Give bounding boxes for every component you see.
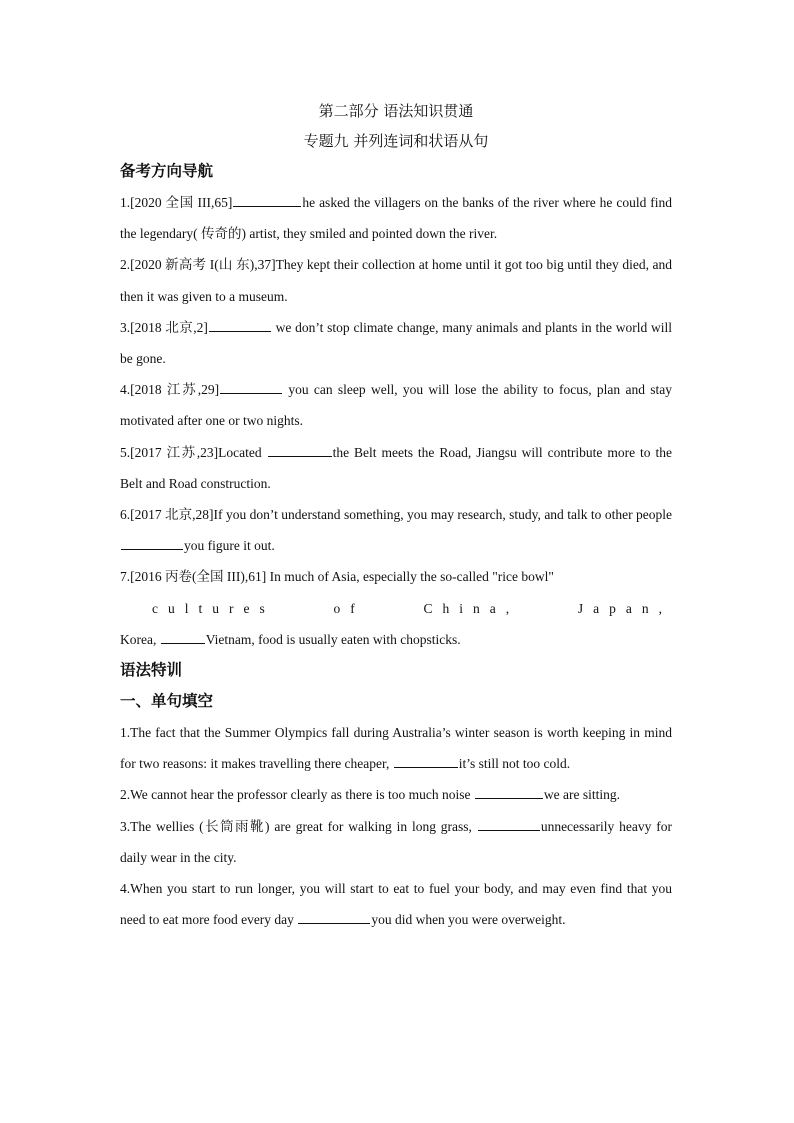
question-5: [120, 437, 672, 499]
exercise-3-tail: unnecessarily heavy for daily wear in the city.: [120, 818, 672, 865]
question-1: [120, 187, 672, 249]
answer-blank[interactable]: [268, 443, 332, 457]
exercise-4-text: 4.When you start to run longer, you will start to eat to fuel your body, and may even find that you need to eat more food every day: [120, 881, 672, 928]
question-5-text: the Belt meets the Road, Jiangsu will contribute more to the Belt and Road construction.: [120, 444, 672, 491]
question-5-source: 5.[2017 江苏,23]Located: [120, 444, 267, 460]
answer-blank[interactable]: [220, 380, 282, 394]
question-4-source: 4.[2018 江苏,29]: [120, 382, 220, 398]
answer-blank[interactable]: [298, 910, 370, 924]
document-page: [120, 96, 672, 935]
question-6-text: you figure it out.: [184, 538, 275, 554]
question-3: [120, 312, 672, 374]
exercise-3-text: 3.The wellies (长筒雨靴) are great for walking in long grass,: [120, 818, 477, 834]
exercise-1-text: 1.The fact that the Summer Olympics fall during Australia’s winter season is worth keeping in mind for two reasons: it makes travelling there cheaper,: [120, 725, 672, 772]
subsection-heading-fill-in: 一、单句填空: [120, 692, 214, 711]
question-1-source: 1.[2020 全国 III,65]: [120, 195, 233, 210]
question-4: [120, 374, 672, 436]
question-3-source: 3.[2018 北京,2]: [120, 319, 208, 335]
question-4-text: you can sleep well, you will lose the ability to focus, plan and stay motivated after one or two nights.: [120, 382, 672, 429]
answer-blank[interactable]: [209, 318, 271, 332]
question-3-text: we don’t stop climate change, many animals and plants in the world will be gone.: [120, 319, 672, 367]
section-heading-training: 语法特训: [120, 661, 183, 680]
part-title: 第二部分 语法知识贯通: [318, 102, 474, 120]
exercise-2-tail: we are sitting.: [543, 787, 621, 803]
question-7: [120, 561, 672, 655]
exercise-4-tail: you did when you were overweight.: [371, 912, 566, 928]
exercise-2: [120, 779, 672, 810]
answer-blank[interactable]: [161, 630, 205, 644]
exercise-1: [120, 717, 672, 779]
question-7-source: 7.[2016 丙卷(全国 III),61] In much of Asia, especially the so-called "rice bowl": [120, 569, 554, 585]
answer-blank[interactable]: [394, 754, 458, 768]
section-heading-guide: 备考方向导航: [120, 162, 214, 180]
question-6: [120, 499, 672, 561]
question-1-text: he asked the villagers on the banks of the river where he could find the legendary( 传奇的) artist, they smiled and pointed down the river.: [120, 195, 672, 242]
question-6-source: 6.[2017 北京,28]If you don’t understand something, you may research, study, and talk to other people: [120, 507, 672, 523]
question-2: [120, 249, 672, 311]
question-2-text: 2.[2020 新高考 I(山 东),37]They kept their collection at home until it got too big until they died, and then it was given to a museum.: [120, 257, 672, 304]
question-7-text: Vietnam, food is usually eaten with chopsticks.: [205, 631, 461, 647]
exercise-4: [120, 873, 672, 935]
question-7-prefix: Korea,: [120, 631, 160, 647]
question-7-spaced-line: cultures of China, Japan,: [152, 600, 672, 616]
answer-blank[interactable]: [121, 536, 183, 550]
answer-blank[interactable]: [478, 817, 540, 831]
exercise-2-text: 2.We cannot hear the professor clearly as there is too much noise: [120, 787, 474, 803]
answer-blank[interactable]: [233, 193, 301, 207]
exercise-3: [120, 811, 672, 873]
exercise-1-tail: it’s still not too cold.: [458, 756, 571, 772]
topic-title: 专题九 并列连词和状语从句: [303, 132, 489, 150]
answer-blank[interactable]: [475, 785, 543, 799]
